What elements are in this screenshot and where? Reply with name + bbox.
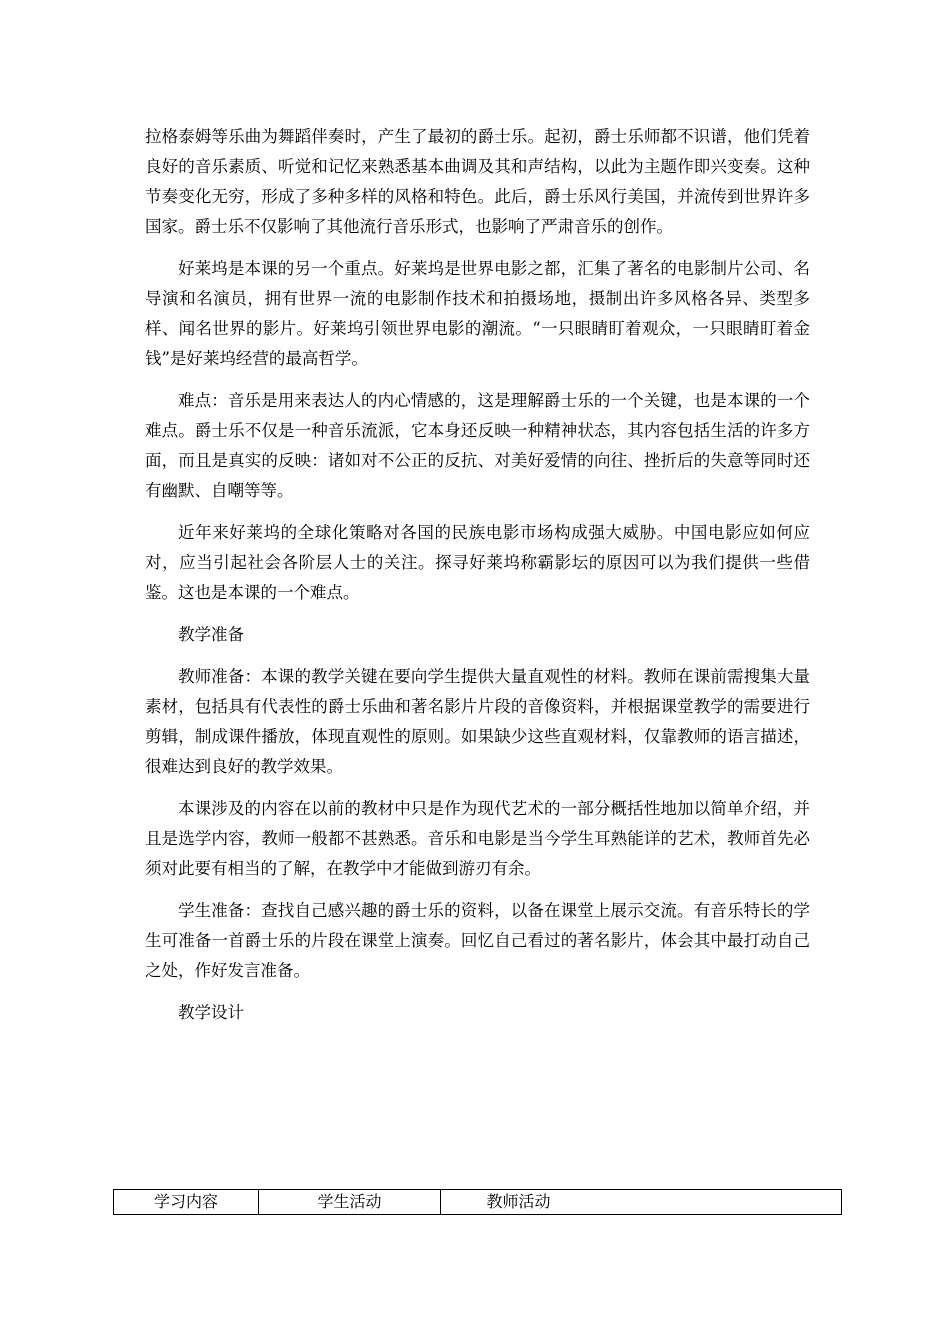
heading-teaching-preparation: 教学准备 [178, 625, 244, 644]
paragraph-difficulty-hollywood: 近年来好莱坞的全球化策略对各国的民族电影市场构成强大威胁。中国电影应如何应对，应当引起社会各阶层人士的关注。探寻好莱坞称霸影坛的原因可以为我们提供一些借鉴。这也是本课的一个难点。 [145, 523, 810, 602]
header-learning-content: 学习内容 [114, 1190, 259, 1215]
heading-teaching-design: 教学设计 [178, 1003, 244, 1022]
document-body [145, 122, 810, 1028]
paragraph-student-preparation: 学生准备：查找自己感兴趣的爵士乐的资料，以备在课堂上展示交流。有音乐特长的学生可准备一首爵士乐的片段在课堂上演奏。回忆自己看过的著名影片，体会其中最打动自己之处，作好发言准备。 [145, 901, 810, 980]
teaching-design-table-wrapper [113, 1189, 838, 1215]
header-student-activity: 学生活动 [259, 1190, 441, 1215]
paragraph-difficulty-jazz: 难点：音乐是用来表达人的内心情感的，这是理解爵士乐的一个关键，也是本课的一个难点。爵士乐不仅是一种音乐流派，它本身还反映一种精神状态，其内容包括生活的许多方面，而且是真实的反映：诸如对不公正的反抗、对美好爱情的向往、挫折后的失意等同时还有幽默、自嘲等等。 [145, 391, 810, 500]
teaching-design-table [113, 1189, 842, 1215]
paragraph-teacher-preparation: 教师准备：本课的教学关键在要向学生提供大量直观性的材料。教师在课前需搜集大量素材，包括具有代表性的爵士乐曲和著名影片片段的音像资料，并根据课堂教学的需要进行剪辑，制成课件播放，体现直观性的原则。如果缺少这些直观材料，仅靠教师的语言描述，很难达到良好的教学效果。 [145, 667, 810, 776]
header-teacher-activity-cell [441, 1190, 842, 1215]
header-teacher-activity: 教师活动 [486, 1192, 551, 1211]
table-header-row [114, 1190, 842, 1215]
paragraph-hollywood-focus: 好莱坞是本课的另一个重点。好莱坞是世界电影之都，汇集了著名的电影制片公司、名导演和名演员，拥有世界一流的电影制作技术和拍摄场地，摄制出许多风格各异、类型多样、闻名世界的影片。好莱坞引领世界电影的潮流。“一只眼睛盯着观众，一只眼睛盯着金钱”是好莱坞经营的最高哲学。 [145, 259, 810, 368]
paragraph-jazz-origin: 拉格泰姆等乐曲为舞蹈伴奏时，产生了最初的爵士乐。起初，爵士乐师都不识谱，他们凭着良好的音乐素质、听觉和记忆来熟悉基本曲调及其和声结构，以此为主题作即兴变奏。这种节奏变化无穷，形成了多种多样的风格和特色。此后，爵士乐风行美国，并流传到世界许多国家。爵士乐不仅影响了其他流行音乐形式，也影响了严肃音乐的创作。 [145, 127, 810, 236]
paragraph-course-content-note: 本课涉及的内容在以前的教材中只是作为现代艺术的一部分概括性地加以简单介绍，并且是选学内容，教师一般都不甚熟悉。音乐和电影是当今学生耳熟能详的艺术，教师首先必须对此要有相当的了解，在教学中才能做到游刃有余。 [145, 799, 810, 878]
